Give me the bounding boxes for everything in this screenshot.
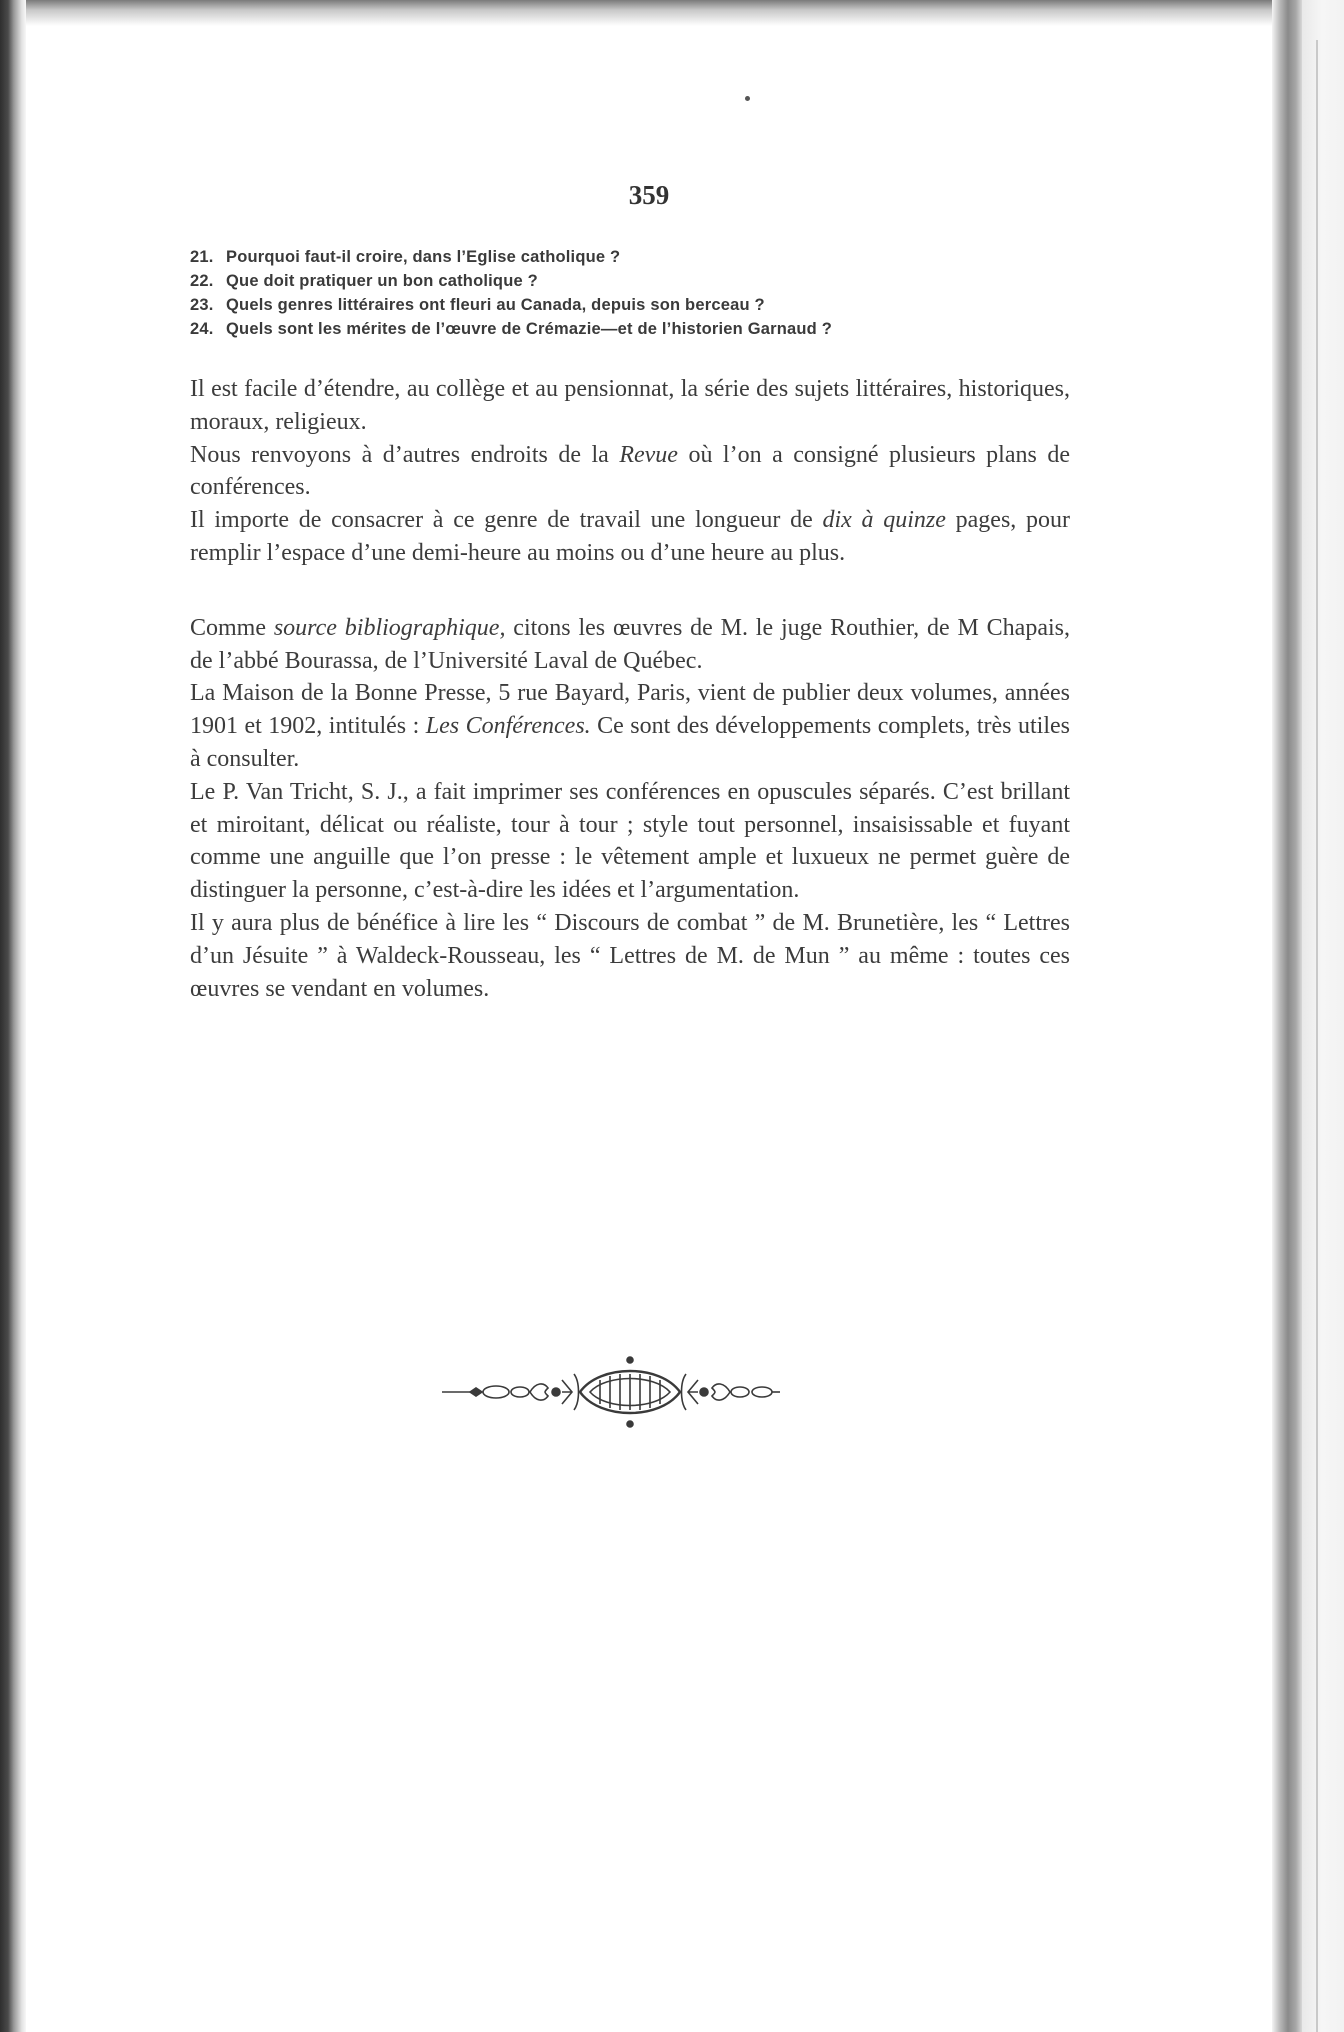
paragraph [190, 439, 1070, 505]
scan-speck [745, 96, 750, 101]
scan-top-edge [0, 0, 1344, 26]
question-number: 23. [190, 296, 214, 314]
page-content [190, 180, 1070, 1005]
question-list [190, 245, 1070, 341]
question-item [190, 293, 1070, 317]
paragraph-italic: source bibliographique, [273, 614, 506, 641]
question-number: 24. [190, 320, 214, 338]
paragraph: Le P. Van Tricht, S. J., a fait imprimer ses conférences en opuscules séparés. C’est brillant et miroitant, délicat ou réaliste, tour à tour ; style tout personnel, insaisissable et fuyant comme une anguille que l’on presse : le vêtement ample et luxueux ne permet guère de distinguer la personne, c’est-à-dire les idées et l’argumentation. [190, 778, 1070, 904]
question-item [190, 317, 1070, 341]
paragraph: Il y aura plus de bénéfice à lire les “ Discours de combat ” de M. Brunetière, les “ Lettres d’un Jésuite ” à Waldeck-Rousseau, les “ Lettres de M. de Mun ” au même : toutes ces œuvres se vendant en volumes. [190, 909, 1070, 1002]
paragraph-text: pages, pour remplir l’espace d’une demi-heure au moins ou d’une heure au plus. [190, 507, 1070, 566]
question-number: 21. [190, 248, 214, 266]
scan-right-line [1316, 40, 1318, 2032]
question-item [190, 269, 1070, 293]
paragraph-italic: Les Conférences. [425, 713, 591, 740]
paragraph: Il est facile d’étendre, au collège et au pensionnat, la série des sujets littéraires, historiques, moraux, religieux. [190, 376, 1070, 435]
question-text: Quels genres littéraires ont fleuri au Canada, depuis son berceau ? [226, 296, 765, 314]
question-text: Pourquoi faut-il croire, dans l’Eglise catholique ? [226, 248, 621, 266]
paragraph-text: citons les œuvres de M. le juge Routhier, de M Chapais, de l’abbé Bourassa, de l’Université Laval de Québec. [190, 614, 1070, 674]
paragraph [190, 504, 1070, 570]
question-number: 22. [190, 272, 214, 290]
paragraph-text: où l’on a consigné plusieurs plans de conférences. [190, 441, 1070, 501]
paragraph [190, 677, 1070, 775]
paragraph-text: Ce sont des développements complets, très utiles à consulter. [190, 713, 1070, 772]
question-text: Quels sont les mérites de l’œuvre de Crémazie—et de l’historien Garnaud ? [226, 320, 833, 338]
section-gap [190, 570, 1070, 612]
scan-right-gutter [1272, 0, 1302, 2032]
paragraph-text: Il importe de consacrer à ce genre de travail une longueur de [190, 507, 823, 534]
paragraph-text: Comme [190, 614, 274, 641]
question-item [190, 245, 1070, 269]
paragraph [190, 612, 1070, 678]
ornamental-divider-icon [440, 1352, 780, 1432]
question-text: Que doit pratiquer un bon catholique ? [226, 272, 538, 290]
paragraph-italic: Revue [619, 441, 678, 468]
paragraph-text: Nous renvoyons à d’autres endroits de la [190, 441, 620, 468]
paragraph-italic: dix à quinze [822, 507, 946, 534]
scan-right-paper [1302, 0, 1344, 2032]
scan-left-edge [0, 0, 26, 2032]
page-number: 359 [628, 180, 670, 210]
paragraph-text: La Maison de la Bonne Presse, 5 rue Bayard, Paris, vient de publier deux volumes, années 1901 et 1902, intitulés : [190, 680, 1070, 740]
